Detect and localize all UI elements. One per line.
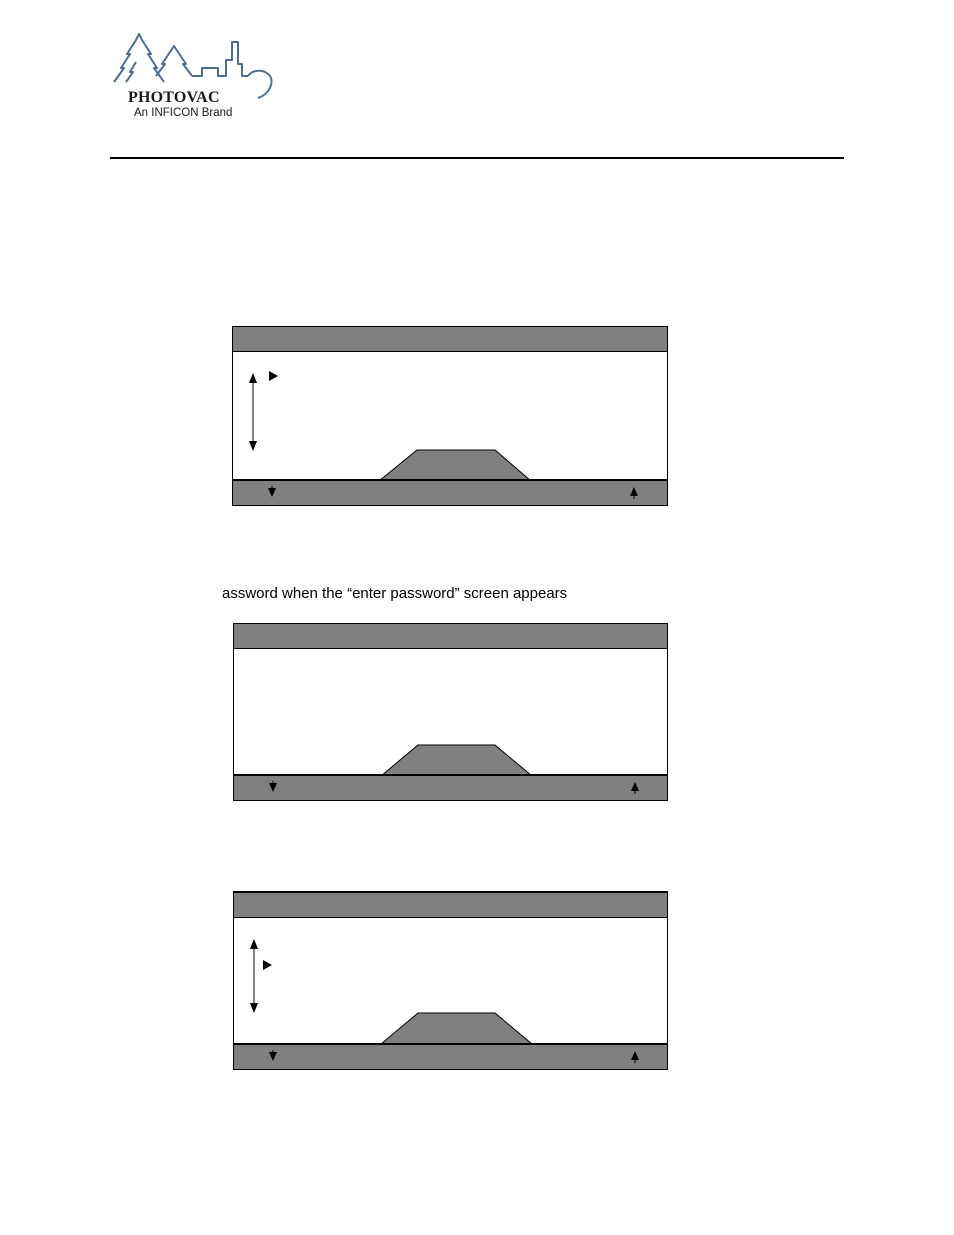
- screen-soft-key-bar: [233, 479, 667, 505]
- header-divider: [110, 157, 844, 159]
- pointer-icon: [269, 371, 278, 381]
- soft-key-down-arrow-icon[interactable]: [268, 488, 276, 497]
- device-screen-1: [232, 326, 668, 506]
- screen-soft-key-bar: [234, 1043, 667, 1069]
- tab-icon: [379, 450, 531, 481]
- soft-key-down-arrow-icon[interactable]: [269, 1052, 277, 1061]
- soft-key-up-arrow-icon[interactable]: [630, 487, 638, 496]
- pointer-icon: [263, 960, 272, 970]
- soft-key-up-arrow-icon[interactable]: [631, 1051, 639, 1060]
- tab-icon: [381, 745, 532, 776]
- photovac-logo: [108, 32, 278, 122]
- tab-icon: [381, 1013, 532, 1044]
- device-screen-3: [233, 891, 668, 1070]
- soft-key-up-arrow-icon[interactable]: [631, 782, 639, 791]
- brand-tagline: An INFICON Brand: [134, 107, 233, 119]
- soft-key-down-arrow-icon[interactable]: [269, 783, 277, 792]
- device-screen-2: [233, 623, 668, 801]
- instruction-text: assword when the “enter password” screen appears: [222, 585, 568, 602]
- scroll-arrow-icon: [249, 373, 257, 451]
- scroll-arrow-icon: [250, 939, 258, 1013]
- brand-name: PHOTOVAC: [128, 89, 220, 106]
- screen-soft-key-bar: [234, 774, 667, 800]
